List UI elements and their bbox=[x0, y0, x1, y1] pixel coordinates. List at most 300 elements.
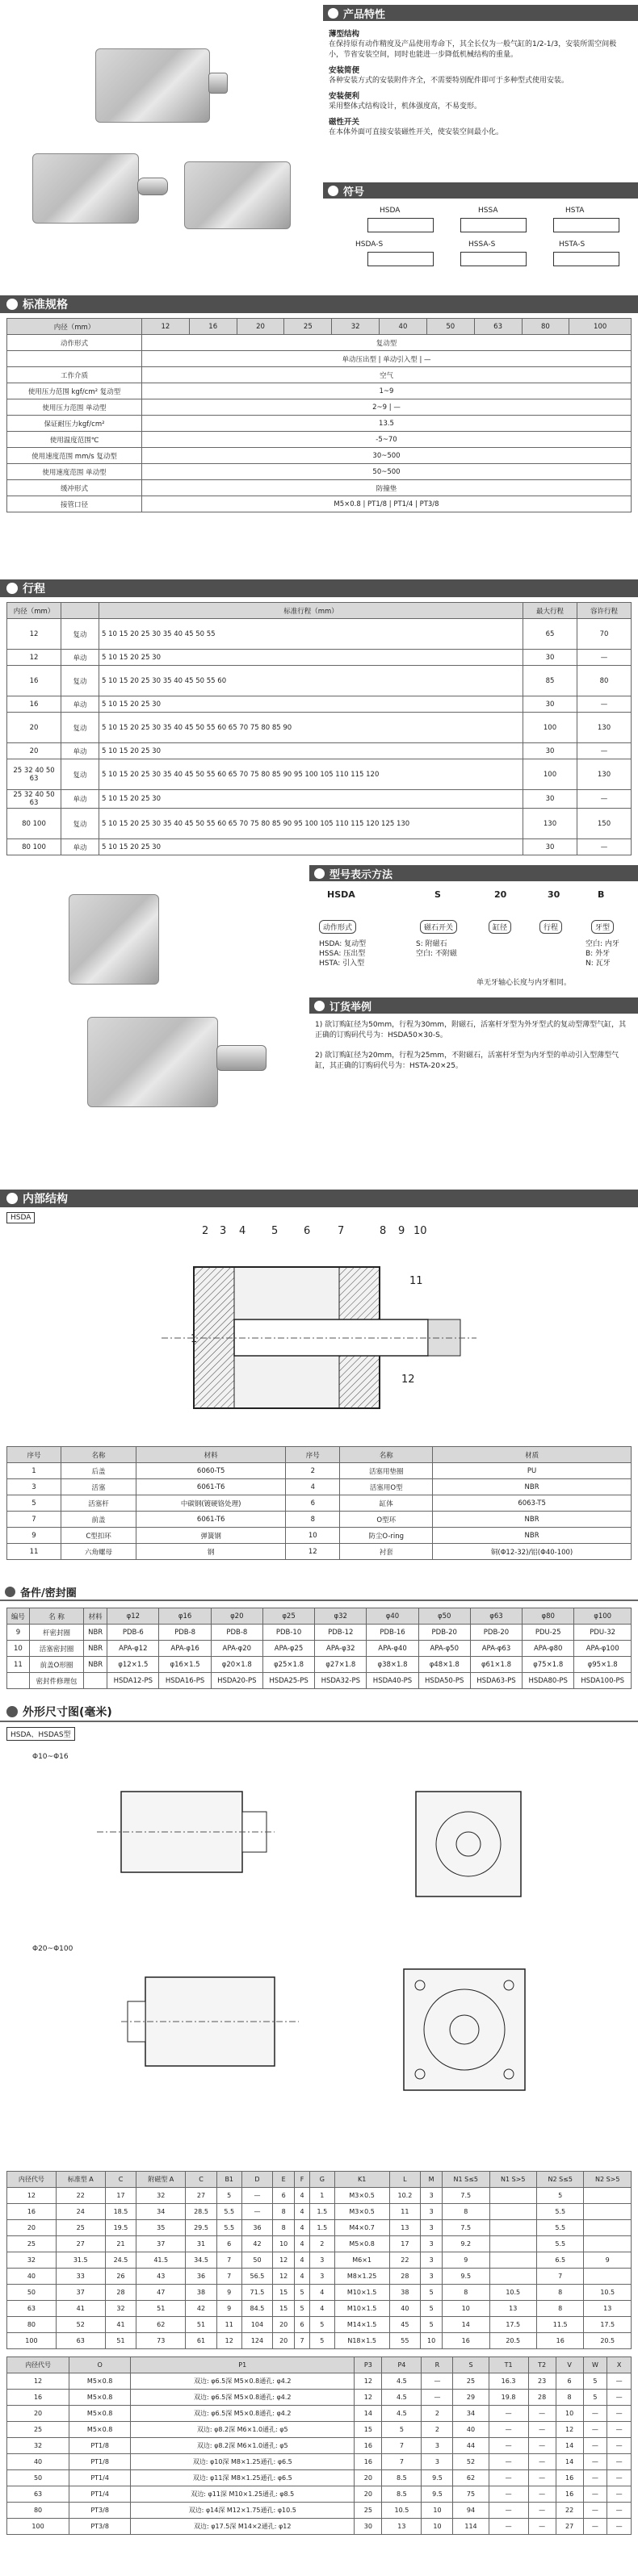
seals-h1: 名 称 bbox=[29, 1608, 83, 1625]
d2-r5-c4: 7 bbox=[382, 2454, 422, 2470]
d2-r3-c4: 5 bbox=[382, 2422, 422, 2438]
d1-r1-c8: 4 bbox=[295, 2204, 310, 2220]
parts-h2: 材料 bbox=[136, 1447, 286, 1463]
table-row bbox=[7, 2486, 632, 2503]
table-row bbox=[7, 2269, 632, 2285]
model-code-1: S bbox=[434, 889, 441, 900]
order-item-0: 1) 欲订购缸径为50mm，行程为30mm，附磁石，活塞杆牙型为外牙型式的复动型薄型气缸，其正确的订购码代号为：HSDA50×30-S。 bbox=[315, 1021, 627, 1039]
d1-r6-c10: M10×1.5 bbox=[334, 2285, 389, 2301]
parts-r2-c1: 活塞杆 bbox=[61, 1495, 136, 1512]
d1-r3-c14 bbox=[489, 2236, 536, 2252]
seals-r2-c7: φ27×1.8 bbox=[315, 1657, 367, 1673]
seals-r1-c10: APA-φ63 bbox=[470, 1641, 522, 1657]
d2-r9-c1: PT3/8 bbox=[69, 2519, 131, 2535]
d2-r5-c5: 3 bbox=[422, 2454, 453, 2470]
d1-r8-c16: 17.5 bbox=[584, 2317, 632, 2333]
stroke-r6-c2: 5 10 15 20 25 30 35 40 45 50 55 60 65 70 75 80 85 90 95 100 105 110 115 120 bbox=[99, 759, 523, 790]
d1-r4-c3: 41.5 bbox=[136, 2252, 186, 2269]
seals-r2-c11: φ75×1.8 bbox=[523, 1657, 574, 1673]
seals-r3-c9: HSDA50-PS bbox=[418, 1673, 470, 1689]
d1-r1-c11: 11 bbox=[389, 2204, 421, 2220]
stroke-h2: 标准行程（mm） bbox=[99, 603, 523, 619]
d2-r4-c7: — bbox=[489, 2438, 528, 2454]
d2-r2-c3: 14 bbox=[355, 2406, 382, 2422]
stroke-h4: 容许行程 bbox=[577, 603, 632, 619]
d2-r2-c1: M5×0.8 bbox=[69, 2406, 131, 2422]
d2-r1-c4: 4.5 bbox=[382, 2390, 422, 2406]
d2-r8-c7: — bbox=[489, 2503, 528, 2519]
d2-r9-c6: 114 bbox=[453, 2519, 489, 2535]
seals-r0-c12: PDU-32 bbox=[574, 1625, 632, 1641]
seals-h10: φ63 bbox=[470, 1608, 522, 1625]
seals-r3-c3: HSDA12-PS bbox=[107, 1673, 159, 1689]
d2-r7-c9: 16 bbox=[556, 2486, 583, 2503]
table-row bbox=[7, 2470, 632, 2486]
seals-r0-c8: PDB-16 bbox=[367, 1625, 418, 1641]
seals-h11: φ80 bbox=[523, 1608, 574, 1625]
symbol-hsta bbox=[553, 218, 619, 232]
d2-r0-c0: 12 bbox=[7, 2373, 69, 2390]
model-code-2: 20 bbox=[494, 889, 507, 900]
d2-r0-c11: — bbox=[607, 2373, 632, 2390]
d1-r5-c0: 40 bbox=[7, 2269, 57, 2285]
seals-r1-c8: APA-φ40 bbox=[367, 1641, 418, 1657]
part-number-11: 11 bbox=[409, 1275, 423, 1287]
d2-h11: X bbox=[607, 2357, 632, 2373]
parts-r0-c0: 1 bbox=[7, 1463, 61, 1479]
d1-r1-c9: 1.5 bbox=[309, 2204, 334, 2220]
model-note-5: 空白: 内牙 bbox=[586, 940, 619, 948]
model-legend-3: 行程 bbox=[539, 920, 562, 934]
stroke-table bbox=[6, 602, 632, 855]
stroke-r3-c2: 5 10 15 20 25 30 bbox=[99, 696, 523, 713]
d1-r6-c7: 15 bbox=[273, 2285, 295, 2301]
d1-r5-c7: 12 bbox=[273, 2269, 295, 2285]
d2-r1-c9: 8 bbox=[556, 2390, 583, 2406]
parts-r2-c2: 中碳钢(镀硬铬处理) bbox=[136, 1495, 286, 1512]
stroke-r6-c4: 130 bbox=[577, 759, 632, 790]
d1-r0-c8: 4 bbox=[295, 2188, 310, 2204]
d2-r4-c2: 双边: φ8.2深 M6×1.0通孔: φ5 bbox=[131, 2438, 355, 2454]
d1-h13: N1 S≤5 bbox=[443, 2172, 489, 2188]
d2-r4-c9: 14 bbox=[556, 2438, 583, 2454]
parts-r5-c2: 钢 bbox=[136, 1544, 286, 1560]
parts-r1-c4: 活塞用O型 bbox=[340, 1479, 433, 1495]
d1-r0-c15: 5 bbox=[536, 2188, 583, 2204]
d1-r4-c5: 7 bbox=[216, 2252, 241, 2269]
spec-title: 标准规格 bbox=[23, 299, 68, 312]
d1-r9-c0: 100 bbox=[7, 2333, 57, 2349]
d2-r3-c0: 25 bbox=[7, 2422, 69, 2438]
part-number-9: 9 bbox=[398, 1225, 405, 1237]
seals-r1-c2: NBR bbox=[84, 1641, 107, 1657]
order-header bbox=[309, 997, 638, 1014]
d1-r8-c12: 5 bbox=[421, 2317, 443, 2333]
stroke-r4-c4: 130 bbox=[577, 713, 632, 743]
d1-h15: N2 S≤5 bbox=[536, 2172, 583, 2188]
d1-r1-c0: 16 bbox=[7, 2204, 57, 2220]
d2-r7-c10: — bbox=[583, 2486, 607, 2503]
stroke-r9-c1: 单动 bbox=[61, 839, 99, 855]
d2-h6: S bbox=[453, 2357, 489, 2373]
d2-r0-c1: M5×0.8 bbox=[69, 2373, 131, 2390]
seals-r1-c4: APA-φ16 bbox=[159, 1641, 211, 1657]
d1-r7-c14: 13 bbox=[489, 2301, 536, 2317]
d1-r7-c7: 15 bbox=[273, 2301, 295, 2317]
spec-h10: 100 bbox=[569, 319, 632, 335]
part-number-4: 4 bbox=[239, 1225, 246, 1237]
d2-r8-c1: PT3/8 bbox=[69, 2503, 131, 2519]
seals-h3: φ12 bbox=[107, 1608, 159, 1625]
d1-r2-c2: 19.5 bbox=[105, 2220, 136, 2236]
d1-r6-c15: 8 bbox=[536, 2285, 583, 2301]
order-title: 订货举例 bbox=[329, 1001, 372, 1014]
d1-r5-c11: 28 bbox=[389, 2269, 421, 2285]
d1-r9-c1: 63 bbox=[56, 2333, 105, 2349]
seals-h5: φ20 bbox=[211, 1608, 262, 1625]
dims-table-1 bbox=[6, 2171, 632, 2349]
table-row bbox=[7, 2390, 632, 2406]
d1-r2-c8: 4 bbox=[295, 2220, 310, 2236]
model-legend-4: 牙型 bbox=[591, 920, 614, 934]
d1-r5-c15: 7 bbox=[536, 2269, 583, 2285]
d2-r7-c11: — bbox=[607, 2486, 632, 2503]
stroke-h0: 内径（mm） bbox=[7, 603, 61, 619]
spec-r2-v: 空气 bbox=[142, 367, 632, 383]
section-icon bbox=[6, 299, 18, 310]
symbol-hsda bbox=[367, 218, 434, 232]
d1-r4-c1: 31.5 bbox=[56, 2252, 105, 2269]
d1-r5-c4: 36 bbox=[186, 2269, 217, 2285]
seals-h0: 编号 bbox=[7, 1608, 30, 1625]
stroke-r0-c0: 12 bbox=[7, 619, 61, 650]
d1-r2-c5: 5.5 bbox=[216, 2220, 241, 2236]
d1-r0-c6: — bbox=[241, 2188, 273, 2204]
parts-r2-c5: 6063-T5 bbox=[433, 1495, 632, 1512]
feature-text-2: 采用整体式结构设计，机体强度高，不易变形。 bbox=[329, 102, 482, 111]
dims-title: 外形尺寸图(毫米) bbox=[23, 1706, 112, 1719]
d1-h16: N2 S>5 bbox=[584, 2172, 632, 2188]
stroke-r0-c1: 复动 bbox=[61, 619, 99, 650]
d1-r0-c10: M3×0.5 bbox=[334, 2188, 389, 2204]
spec-h1: 12 bbox=[142, 319, 190, 335]
d1-r2-c13: 7.5 bbox=[443, 2220, 489, 2236]
d2-r0-c2: 双边: φ6.5深 M5×0.8通孔: φ4.2 bbox=[131, 2373, 355, 2390]
d1-r7-c12: 5 bbox=[421, 2301, 443, 2317]
feature-head-2: 安装便利 bbox=[329, 92, 360, 101]
d1-h14: N1 S>5 bbox=[489, 2172, 536, 2188]
internal-title: 内部结构 bbox=[23, 1193, 68, 1206]
d1-r2-c0: 20 bbox=[7, 2220, 57, 2236]
table-row bbox=[7, 2301, 632, 2317]
d1-r0-c12: 3 bbox=[421, 2188, 443, 2204]
spec-h4: 25 bbox=[284, 319, 332, 335]
section-icon bbox=[328, 186, 338, 196]
seals-r2-c1: 前盖O形圈 bbox=[29, 1657, 83, 1673]
d2-r3-c7: — bbox=[489, 2422, 528, 2438]
d1-r2-c6: 36 bbox=[241, 2220, 273, 2236]
d2-r7-c2: 双边: φ11深 M10×1.25通孔: φ8.5 bbox=[131, 2486, 355, 2503]
stroke-r5-c2: 5 10 15 20 25 30 bbox=[99, 743, 523, 759]
cylinder-photo-4 bbox=[69, 894, 159, 985]
seals-r2-c6: φ25×1.8 bbox=[262, 1657, 314, 1673]
parts-r2-c3: 6 bbox=[286, 1495, 340, 1512]
spec-h6: 40 bbox=[380, 319, 427, 335]
seals-h9: φ50 bbox=[418, 1608, 470, 1625]
d2-h2: P1 bbox=[131, 2357, 355, 2373]
seals-r3-c12: HSDA100-PS bbox=[574, 1673, 632, 1689]
d1-r4-c7: 12 bbox=[273, 2252, 295, 2269]
seals-r0-c3: PDB-6 bbox=[107, 1625, 159, 1641]
d2-r3-c8: — bbox=[528, 2422, 556, 2438]
parts-r1-c2: 6061-T6 bbox=[136, 1479, 286, 1495]
seals-r2-c9: φ48×1.8 bbox=[418, 1657, 470, 1673]
d1-r3-c4: 31 bbox=[186, 2236, 217, 2252]
part-number-5: 5 bbox=[271, 1225, 279, 1237]
d1-r0-c13: 7.5 bbox=[443, 2188, 489, 2204]
d2-r5-c10: — bbox=[583, 2454, 607, 2470]
d2-r5-c11: — bbox=[607, 2454, 632, 2470]
section-icon bbox=[328, 8, 338, 19]
d2-r3-c5: 2 bbox=[422, 2422, 453, 2438]
seals-r2-c0: 11 bbox=[7, 1657, 30, 1673]
spec-r6-v: -5~70 bbox=[142, 432, 632, 448]
table-row bbox=[7, 2252, 632, 2269]
d2-r7-c8: — bbox=[528, 2486, 556, 2503]
d2-r2-c11: — bbox=[607, 2406, 632, 2422]
d2-r1-c10: 5 bbox=[583, 2390, 607, 2406]
d1-r6-c5: 9 bbox=[216, 2285, 241, 2301]
parts-r1-c0: 3 bbox=[7, 1479, 61, 1495]
table-row bbox=[7, 2236, 632, 2252]
stroke-r9-c0: 80 100 bbox=[7, 839, 61, 855]
feature-text-1: 各种安装方式的安装附件齐全，不需要特别配件即可于多种型式使用安装。 bbox=[329, 77, 569, 85]
d1-h0: 内径代号 bbox=[7, 2172, 57, 2188]
parts-r0-c1: 后盖 bbox=[61, 1463, 136, 1479]
seals-r0-c0: 9 bbox=[7, 1625, 30, 1641]
d2-r0-c9: 6 bbox=[556, 2373, 583, 2390]
d1-h1: 标准型 A bbox=[56, 2172, 105, 2188]
d1-r7-c9: 4 bbox=[309, 2301, 334, 2317]
seals-r3-c11: HSDA80-PS bbox=[523, 1673, 574, 1689]
spec-r3-v: 1~9 bbox=[142, 383, 632, 399]
model-legend-1: 磁石开关 bbox=[420, 920, 457, 934]
d2-r0-c7: 16.3 bbox=[489, 2373, 528, 2390]
d2-h7: T1 bbox=[489, 2357, 528, 2373]
d2-r8-c9: 22 bbox=[556, 2503, 583, 2519]
spec-r5-v: 13.5 bbox=[142, 416, 632, 432]
d1-r9-c14: 20.5 bbox=[489, 2333, 536, 2349]
d1-r0-c14 bbox=[489, 2188, 536, 2204]
d1-r6-c8: 5 bbox=[295, 2285, 310, 2301]
d2-r8-c6: 94 bbox=[453, 2503, 489, 2519]
parts-r0-c5: PU bbox=[433, 1463, 632, 1479]
feature-text-0: 在保持原有动作精度及产品使用寿命下，其全长仅为一般气缸的1/2-1/3，安装所需空间极小，节省安装空间，同时也能进一步降低机械结构的重量。 bbox=[329, 40, 617, 59]
d1-r8-c2: 41 bbox=[105, 2317, 136, 2333]
d1-r6-c1: 37 bbox=[56, 2285, 105, 2301]
stroke-r8-c0: 80 100 bbox=[7, 809, 61, 839]
d1-r4-c16: 9 bbox=[584, 2252, 632, 2269]
table-row bbox=[7, 2220, 632, 2236]
d2-r4-c3: 16 bbox=[355, 2438, 382, 2454]
seals-r0-c5: PDB-8 bbox=[211, 1625, 262, 1641]
d1-r0-c2: 17 bbox=[105, 2188, 136, 2204]
table-row bbox=[7, 2519, 632, 2535]
d1-r2-c12: 3 bbox=[421, 2220, 443, 2236]
model-code-3: 30 bbox=[548, 889, 560, 900]
d1-r3-c3: 37 bbox=[136, 2236, 186, 2252]
part-number-7: 7 bbox=[338, 1225, 345, 1237]
d2-h0: 内径代号 bbox=[7, 2357, 69, 2373]
stroke-r4-c1: 复动 bbox=[61, 713, 99, 743]
spec-h7: 50 bbox=[426, 319, 474, 335]
d1-r4-c14 bbox=[489, 2252, 536, 2269]
d1-r8-c10: M14×1.5 bbox=[334, 2317, 389, 2333]
d1-r4-c6: 50 bbox=[241, 2252, 273, 2269]
d2-r0-c4: 4.5 bbox=[382, 2373, 422, 2390]
features-list bbox=[329, 24, 628, 138]
d2-r6-c9: 16 bbox=[556, 2470, 583, 2486]
d1-r4-c15: 6.5 bbox=[536, 2252, 583, 2269]
d2-h4: P4 bbox=[382, 2357, 422, 2373]
d1-r9-c7: 20 bbox=[273, 2333, 295, 2349]
table-row bbox=[7, 2406, 632, 2422]
features-title: 产品特性 bbox=[343, 8, 386, 21]
d1-r5-c5: 7 bbox=[216, 2269, 241, 2285]
d1-r3-c13: 9.2 bbox=[443, 2236, 489, 2252]
d1-r9-c12: 10 bbox=[421, 2333, 443, 2349]
d2-r9-c10: — bbox=[583, 2519, 607, 2535]
d2-r1-c5: — bbox=[422, 2390, 453, 2406]
spec-r7-l: 使用速度范围 mm/s 复动型 bbox=[7, 448, 142, 464]
seals-r2-c4: φ16×1.5 bbox=[159, 1657, 211, 1673]
d2-r9-c5: 10 bbox=[422, 2519, 453, 2535]
d1-r1-c5: 5.5 bbox=[216, 2204, 241, 2220]
d1-r9-c6: 124 bbox=[241, 2333, 273, 2349]
seals-h4: φ16 bbox=[159, 1608, 211, 1625]
stroke-r3-c1: 单动 bbox=[61, 696, 99, 713]
d1-r0-c9: 1 bbox=[309, 2188, 334, 2204]
section-icon bbox=[5, 1587, 15, 1597]
cylinder-photo-5 bbox=[87, 1017, 218, 1107]
model-footnote: 单无牙轴心长度与内牙相同。 bbox=[476, 979, 572, 987]
d2-r6-c10: — bbox=[583, 2470, 607, 2486]
d2-r0-c8: 23 bbox=[528, 2373, 556, 2390]
parts-r5-c0: 11 bbox=[7, 1544, 61, 1560]
seals-r2-c3: φ12×1.5 bbox=[107, 1657, 159, 1673]
d2-r4-c11: — bbox=[607, 2438, 632, 2454]
d2-r5-c3: 16 bbox=[355, 2454, 382, 2470]
parts-r4-c2: 弹簧钢 bbox=[136, 1528, 286, 1544]
features-header bbox=[323, 5, 638, 21]
d2-r6-c11: — bbox=[607, 2470, 632, 2486]
d2-r7-c3: 20 bbox=[355, 2486, 382, 2503]
d2-r8-c11: — bbox=[607, 2503, 632, 2519]
spec-h3: 20 bbox=[237, 319, 284, 335]
parts-r4-c3: 10 bbox=[286, 1528, 340, 1544]
parts-r4-c1: C型扣环 bbox=[61, 1528, 136, 1544]
d1-r3-c2: 21 bbox=[105, 2236, 136, 2252]
cylinder-rod-2 bbox=[137, 178, 168, 195]
stroke-r1-c0: 12 bbox=[7, 650, 61, 666]
d1-r2-c4: 29.5 bbox=[186, 2220, 217, 2236]
cylinder-photo-2 bbox=[32, 153, 139, 224]
part-number-8: 8 bbox=[380, 1225, 387, 1237]
spec-h5: 32 bbox=[332, 319, 380, 335]
order-item-1: 2) 欲订购缸径为20mm，行程为25mm，不附磁石，活塞杆牙型为内牙型的单动引入型薄型气缸，其正确的订购码代号为：HSTA-20×25。 bbox=[315, 1052, 619, 1070]
seals-r3-c5: HSDA20-PS bbox=[211, 1673, 262, 1689]
d2-r9-c4: 13 bbox=[382, 2519, 422, 2535]
d1-r6-c4: 38 bbox=[186, 2285, 217, 2301]
parts-r3-c4: O型环 bbox=[340, 1512, 433, 1528]
d1-r1-c7: 8 bbox=[273, 2204, 295, 2220]
d2-r7-c0: 63 bbox=[7, 2486, 69, 2503]
d2-h10: W bbox=[583, 2357, 607, 2373]
d1-r4-c2: 24.5 bbox=[105, 2252, 136, 2269]
stroke-r8-c1: 复动 bbox=[61, 809, 99, 839]
section-icon bbox=[314, 1001, 325, 1011]
d2-h8: T2 bbox=[528, 2357, 556, 2373]
table-row bbox=[7, 2188, 632, 2204]
dims-header bbox=[0, 1703, 638, 1722]
feature-head-3: 磁性开关 bbox=[329, 118, 360, 127]
d1-h9: G bbox=[309, 2172, 334, 2188]
d1-r1-c13: 8 bbox=[443, 2204, 489, 2220]
model-note-4: 空白: 不附磁 bbox=[416, 950, 457, 958]
spec-r6-l: 使用温度范围℃ bbox=[7, 432, 142, 448]
d2-r9-c2: 双边: φ17.5深 M14×2通孔: φ12 bbox=[131, 2519, 355, 2535]
parts-r5-c1: 六角螺母 bbox=[61, 1544, 136, 1560]
d1-r0-c4: 27 bbox=[186, 2188, 217, 2204]
d1-r6-c14: 10.5 bbox=[489, 2285, 536, 2301]
spec-h9: 80 bbox=[522, 319, 569, 335]
d1-r9-c8: 7 bbox=[295, 2333, 310, 2349]
d1-r9-c15: 16 bbox=[536, 2333, 583, 2349]
d2-r6-c3: 20 bbox=[355, 2470, 382, 2486]
spec-table bbox=[6, 318, 632, 512]
model-note-7: N: 瓦牙 bbox=[586, 960, 611, 968]
symbol-label-hssa: HSSA bbox=[478, 207, 498, 215]
seals-title: 备件/密封圈 bbox=[20, 1587, 77, 1600]
parts-r1-c3: 4 bbox=[286, 1479, 340, 1495]
parts-r3-c5: NBR bbox=[433, 1512, 632, 1528]
d2-r0-c10: 5 bbox=[583, 2373, 607, 2390]
d1-r8-c11: 45 bbox=[389, 2317, 421, 2333]
d2-h9: V bbox=[556, 2357, 583, 2373]
d2-r8-c2: 双边: φ14深 M12×1.75通孔: φ10.5 bbox=[131, 2503, 355, 2519]
d1-r5-c13: 9.5 bbox=[443, 2269, 489, 2285]
d1-r8-c5: 11 bbox=[216, 2317, 241, 2333]
dims-sub2: Φ20~Φ100 bbox=[32, 1945, 73, 1953]
parts-r3-c3: 8 bbox=[286, 1512, 340, 1528]
stroke-r0-c3: 65 bbox=[523, 619, 577, 650]
d2-r4-c10: — bbox=[583, 2438, 607, 2454]
d2-r7-c4: 8.5 bbox=[382, 2486, 422, 2503]
d2-r7-c6: 75 bbox=[453, 2486, 489, 2503]
parts-r5-c5: 铜(Φ12-32)/铝(Φ40-100) bbox=[433, 1544, 632, 1560]
d1-r0-c1: 22 bbox=[56, 2188, 105, 2204]
d2-r8-c3: 25 bbox=[355, 2503, 382, 2519]
stroke-r1-c4: — bbox=[577, 650, 632, 666]
d1-r1-c16 bbox=[584, 2204, 632, 2220]
d1-r2-c14 bbox=[489, 2220, 536, 2236]
d2-r4-c5: 3 bbox=[422, 2438, 453, 2454]
d1-r3-c16 bbox=[584, 2236, 632, 2252]
stroke-r2-c2: 5 10 15 20 25 30 35 40 45 50 55 60 bbox=[99, 666, 523, 696]
model-note-6: B: 外牙 bbox=[586, 950, 611, 958]
d1-r6-c9: 4 bbox=[309, 2285, 334, 2301]
d1-r5-c16 bbox=[584, 2269, 632, 2285]
